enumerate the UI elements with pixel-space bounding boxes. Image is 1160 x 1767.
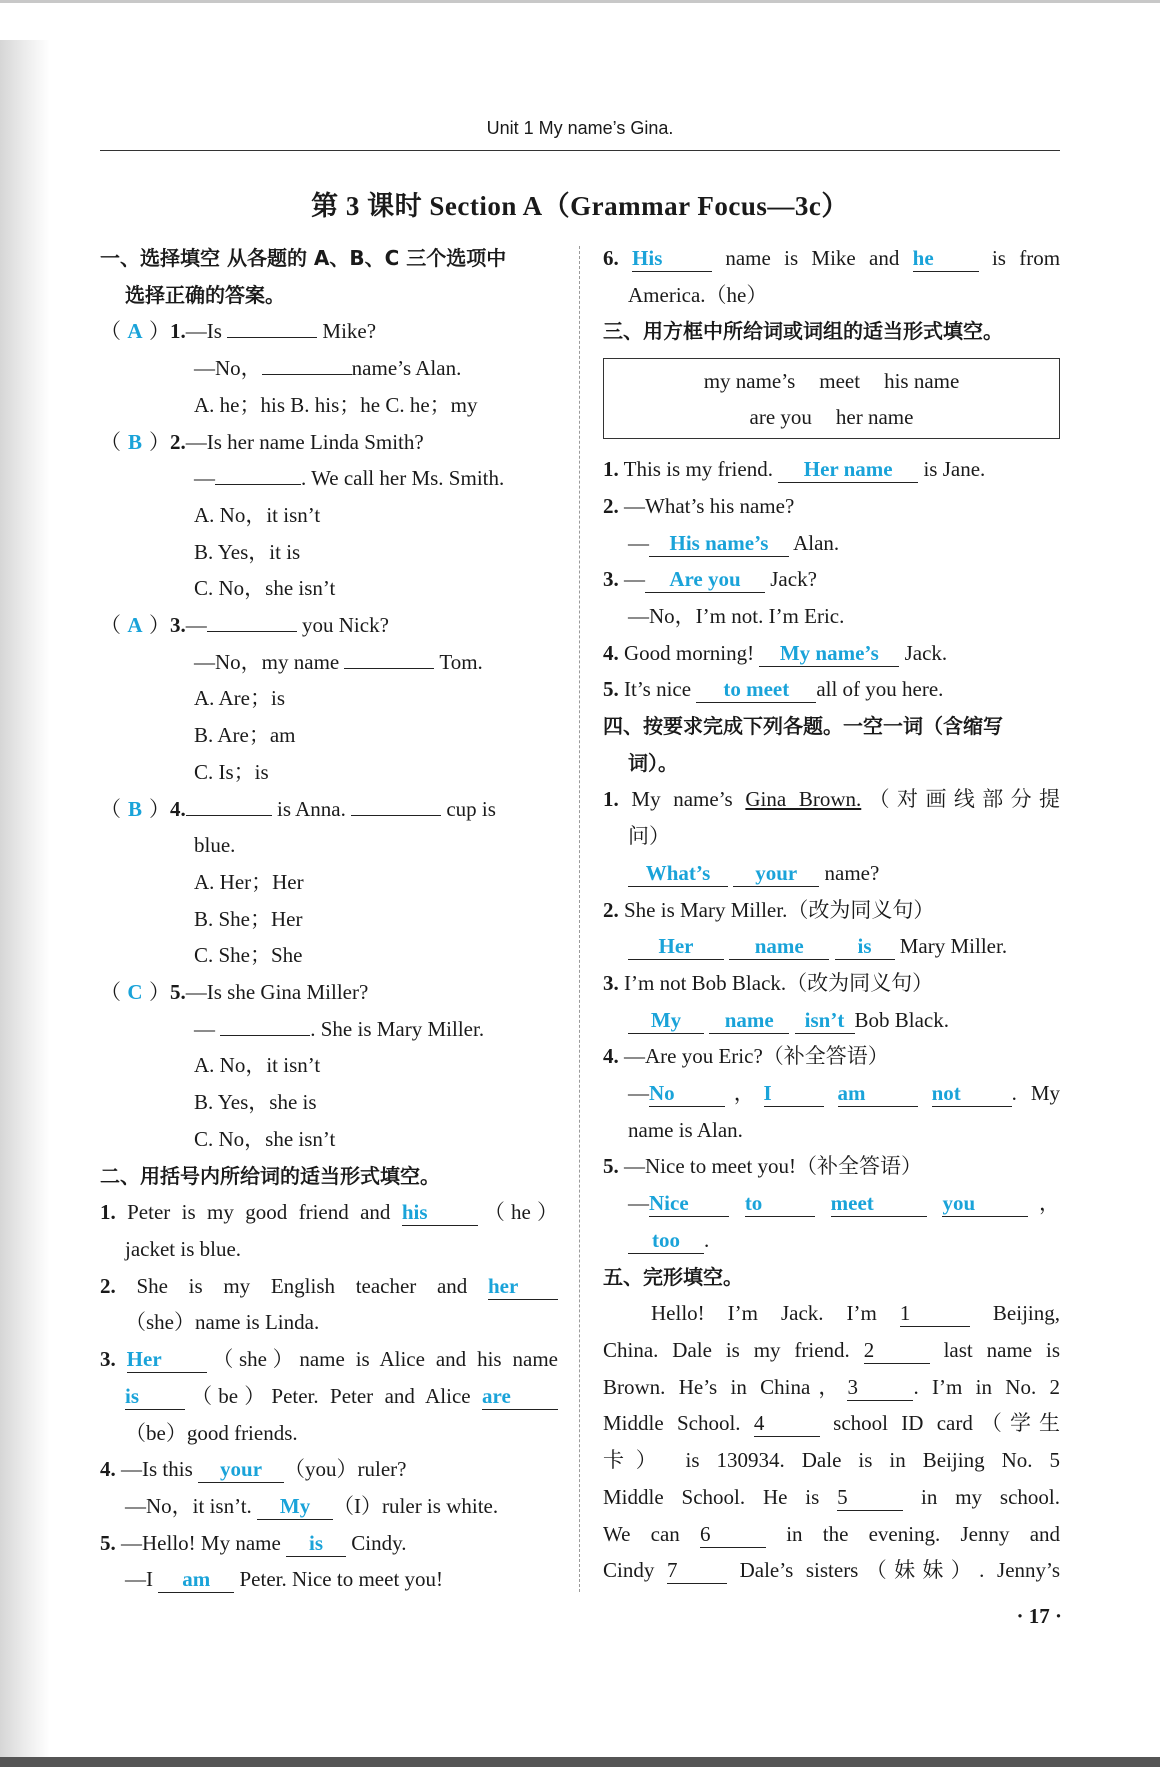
- section-4-title: 四、按要求完成下列各题。一空一词（含缩写: [603, 714, 1003, 739]
- box-word: my name’s: [703, 369, 796, 394]
- answer-blank: is: [835, 933, 895, 960]
- answer-blank: her: [488, 1273, 558, 1300]
- section-2-title: 二、用括号内所给词的适当形式填空。: [100, 1163, 440, 1188]
- cloze-blank: 4: [754, 1410, 820, 1437]
- question-1-1-options: A. he；his B. his；he C. he；my: [194, 392, 478, 417]
- question-2-3-line3: （be）good friends.: [125, 1420, 298, 1445]
- right-column: [603, 240, 1060, 1589]
- question-2-1-line2: jacket is blue.: [125, 1236, 242, 1261]
- answer-mark: A: [127, 319, 143, 344]
- question-2-3-line2: is （be）Peter. Peter and Alice are: [100, 1378, 558, 1415]
- answer-blank: Her: [127, 1346, 207, 1373]
- question-1-4: （ B ）4. is Anna. cup is: [100, 791, 558, 828]
- blank: [215, 484, 301, 485]
- lesson-title: 第 3 课时 Section A（Grammar Focus—3c）: [311, 191, 849, 221]
- answer-blank: you: [942, 1190, 1028, 1217]
- option-b: B. She；Her: [194, 906, 303, 931]
- question-4-1: 1. My name’s Gina Brown.（对画线部分提: [603, 787, 1061, 812]
- answer-blank: he: [913, 245, 979, 272]
- option-a: A. No，it isn’t: [194, 1053, 321, 1078]
- question-2-3: 3. Her （she）name is Alice and his name: [100, 1347, 558, 1372]
- answer-blank: your: [198, 1456, 284, 1483]
- cloze-blank: 5: [837, 1484, 903, 1511]
- option-b: B. Are；am: [194, 723, 296, 748]
- answer-blank: I: [764, 1080, 824, 1107]
- cloze-blank: 6: [700, 1521, 766, 1548]
- answer-blank: is: [286, 1530, 346, 1557]
- header-rule: [100, 150, 1060, 151]
- cloze-line-2: China. Dale is my friend. 2 last name is: [603, 1337, 1061, 1362]
- answer-blank: Her name: [778, 456, 918, 483]
- answer-mark: B: [127, 796, 142, 821]
- section-1-title-cont: 选择正确的答案。: [125, 282, 285, 307]
- answer-blank: am: [838, 1080, 918, 1107]
- question-2-4: 4. —Is this your （you）ruler?: [100, 1457, 407, 1482]
- answer-blank: His name’s: [649, 530, 789, 557]
- cloze-blank: 7: [667, 1557, 727, 1584]
- question-4-2: 2. She is Mary Miller.（改为同义句）: [603, 897, 935, 922]
- question-4-1-line3: What’s your name?: [603, 855, 1060, 892]
- answer-blank: My: [257, 1493, 333, 1520]
- blank: [351, 815, 441, 816]
- cloze-line-1: Hello! I’m Jack. I’m 1 Beijing,: [651, 1301, 1061, 1326]
- question-4-5-line3: too .: [603, 1222, 1060, 1259]
- answer-blank: Nice: [649, 1190, 729, 1217]
- option-c: C. Is；is: [194, 759, 269, 784]
- question-2-5-line2: —I am Peter. Nice to meet you!: [125, 1567, 444, 1592]
- underlined-part: Gina Brown.: [745, 787, 862, 812]
- question-1-6-line2: America.（he）: [628, 282, 768, 307]
- answer-blank: too: [628, 1227, 704, 1254]
- question-4-1-line2: 问）: [628, 824, 670, 849]
- column-divider: [579, 246, 580, 1592]
- question-2-2: 2. She is my English teacher and her: [100, 1268, 558, 1305]
- question-1-3-line2: —No，my name Tom.: [194, 649, 483, 674]
- box-word: her name: [835, 405, 914, 430]
- question-1-4-line2: blue.: [194, 833, 236, 858]
- answer-blank: My: [628, 1007, 704, 1034]
- box-word: are you: [749, 405, 812, 430]
- section-1-title: 一、选择填空 从各题的 A、B、C 三个选项中: [100, 246, 507, 270]
- answer-blank: are: [482, 1383, 558, 1410]
- answer-blank: No: [649, 1080, 725, 1107]
- answer-blank: His: [632, 245, 712, 272]
- box-word: meet: [819, 369, 861, 394]
- cloze-line-8: Cindy 7 Dale’s sisters（妹妹）. Jenny’s: [603, 1558, 1061, 1583]
- question-1-5: （ C ）5.—Is she Gina Miller?: [100, 974, 558, 1011]
- running-header: Unit 1 My name’s Gina.: [486, 118, 674, 138]
- question-4-4-line2: —No ，I am not . My: [628, 1081, 1060, 1106]
- option-b: B. Yes，she is: [194, 1090, 317, 1115]
- word-box: [603, 358, 1060, 439]
- answer-blank: is: [125, 1383, 185, 1410]
- answer-blank: meet: [831, 1190, 927, 1217]
- page-number: · 17 ·: [1016, 1604, 1062, 1628]
- question-3-1: 1. This is my friend. Her name is Jane.: [603, 457, 986, 482]
- section-5-title: 五、完形填空。: [603, 1264, 743, 1289]
- cloze-line-4: Middle School. 4 school ID card（学生: [603, 1411, 1060, 1436]
- answer-blank: to meet: [696, 676, 816, 703]
- answer-blank: not: [932, 1080, 1012, 1107]
- blank: [220, 1035, 310, 1036]
- blank: [344, 668, 434, 669]
- top-border: [0, 0, 1160, 3]
- question-2-5: 5. —Hello! My name is Cindy.: [100, 1530, 407, 1555]
- question-3-2-line2: — His name’s Alan.: [628, 530, 840, 555]
- answer-blank: your: [733, 860, 819, 887]
- section-4-title-cont: 词）。: [628, 750, 678, 775]
- answer-blank: name: [729, 933, 829, 960]
- option-c: C. She；She: [194, 943, 303, 968]
- cloze-line-5: 卡） is 130934. Dale is in Beijing No. 5: [603, 1448, 1060, 1473]
- answer-blank: What’s: [628, 860, 728, 887]
- answer-blank: Are you: [645, 566, 765, 593]
- answer-blank: am: [158, 1566, 234, 1593]
- question-1-2-line2: — . We call her Ms. Smith.: [194, 466, 505, 491]
- box-word: his name: [884, 369, 960, 394]
- blank: [207, 631, 297, 632]
- left-column: [100, 240, 558, 1598]
- option-a: A. Are；is: [194, 686, 285, 711]
- option-b: B. Yes，it is: [194, 539, 301, 564]
- answer-mark: C: [127, 980, 143, 1005]
- page-spine-shadow: [0, 40, 50, 1760]
- option-c: C. No，she isn’t: [194, 576, 336, 601]
- question-4-3: 3. I’m not Bob Black.（改为同义句）: [603, 970, 934, 995]
- question-2-4-line2: —No，it isn’t. My （I）ruler is white.: [125, 1493, 499, 1518]
- question-3-4: 4. Good morning! My name’s Jack.: [603, 640, 948, 665]
- question-3-5: 5. It’s nice to meet all of you here.: [603, 677, 944, 702]
- bottom-border: [0, 1757, 1160, 1767]
- question-1-6: 6. His name is Mike and he is from: [603, 246, 1061, 270]
- cloze-line-6: Middle School. He is 5 in my school.: [603, 1484, 1060, 1509]
- question-1-5-line2: — . She is Mary Miller.: [194, 1016, 485, 1041]
- blank: [262, 374, 352, 375]
- answer-blank: to: [745, 1190, 815, 1217]
- blank: [186, 815, 272, 816]
- answer-mark: B: [127, 429, 142, 454]
- question-3-3-line2: —No，I’m not. I’m Eric.: [628, 603, 845, 628]
- answer-blank: Her: [628, 933, 724, 960]
- answer-mark: A: [127, 613, 143, 638]
- question-4-4: 4. —Are you Eric?（补全答语）: [603, 1044, 889, 1069]
- answer-blank: My name’s: [759, 640, 899, 667]
- answer-blank: name: [709, 1007, 789, 1034]
- cloze-line-7: We can 6 in the evening. Jenny and: [603, 1521, 1061, 1546]
- question-1-1: （ A ）1.—Is Mike?: [100, 313, 558, 350]
- question-4-4-line3: name is Alan.: [628, 1117, 743, 1142]
- blank: [227, 337, 317, 338]
- cloze-blank: 2: [864, 1337, 930, 1364]
- option-c: C. No，she isn’t: [194, 1126, 336, 1151]
- question-1-2: （ B ）2.—Is her name Linda Smith?: [100, 424, 558, 461]
- answer-blank: his: [402, 1199, 478, 1226]
- question-1-1-line2: —No， name’s Alan.: [194, 356, 462, 381]
- question-2-1: 1. Peter is my good friend and his （he）: [100, 1200, 558, 1225]
- question-3-3: 3. — Are you Jack?: [603, 567, 817, 592]
- question-4-2-line2: Her name is Mary Miller.: [603, 928, 1060, 965]
- question-4-3-line2: My name isn’t Bob Black.: [603, 1002, 1060, 1039]
- answer-blank: isn’t: [795, 1007, 855, 1034]
- question-4-5: 5. —Nice to meet you!（补全答语）: [603, 1154, 923, 1179]
- cloze-blank: 1: [900, 1300, 970, 1327]
- option-a: A. No，it isn’t: [194, 502, 321, 527]
- option-a: A. Her；Her: [194, 869, 304, 894]
- question-1-3: （ A ）3.— you Nick?: [100, 607, 558, 644]
- cloze-line-3: Brown. He’s in China，3 . I’m in No. 2: [603, 1374, 1061, 1399]
- cloze-blank: 3: [847, 1374, 913, 1401]
- question-3-2: 2. —What’s his name?: [603, 493, 795, 518]
- question-2-2-line2: （she）name is Linda.: [125, 1310, 320, 1335]
- question-4-5-line2: —Nice to meet you ，: [628, 1191, 1060, 1216]
- section-3-title: 三、用方框中所给词或词组的适当形式填空。: [603, 319, 1003, 344]
